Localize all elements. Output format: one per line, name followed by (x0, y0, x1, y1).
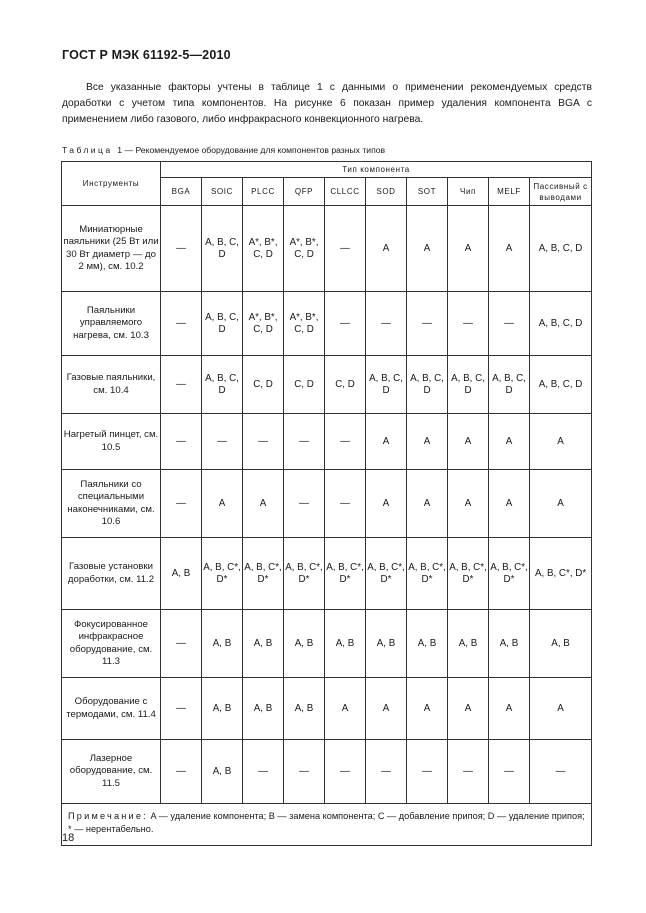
tool-name-cell: Газовые паяльники, см. 10.4 (62, 356, 161, 414)
table-cell: A (448, 414, 489, 470)
table-cell: — (161, 470, 202, 538)
table-row (62, 414, 592, 470)
table-cell: A, B, C*, D* (366, 538, 407, 610)
table-cell: A (407, 678, 448, 740)
table-cell: — (161, 356, 202, 414)
table-cell: — (325, 470, 366, 538)
table-cell: — (161, 414, 202, 470)
table-cell: A (366, 414, 407, 470)
table-cell: A (243, 470, 284, 538)
table-cell: A, B (202, 678, 243, 740)
table-cell: A (407, 206, 448, 292)
table-cell: A, B, C*, D* (325, 538, 366, 610)
table-cell: — (325, 740, 366, 804)
table-cell: A (366, 206, 407, 292)
table-cell: — (448, 292, 489, 356)
table-cell: A (530, 414, 592, 470)
table-cell: A, B, C*, D* (202, 538, 243, 610)
table-cell: A (366, 678, 407, 740)
table-cell: A, B (284, 610, 325, 678)
table-note (62, 804, 592, 846)
table-cell: A, B, C, D (530, 206, 592, 292)
table-row (62, 470, 592, 538)
table-cell: — (284, 414, 325, 470)
table-body (62, 206, 592, 846)
table-cell: A, B (161, 538, 202, 610)
table-cell: — (202, 414, 243, 470)
table-caption-text: — Рекомендуемое оборудование для компонентов разных типов (124, 145, 386, 155)
table-cell: A (530, 470, 592, 538)
table-cell: A (489, 678, 530, 740)
table-cell: A (448, 678, 489, 740)
column-header: PLCC (243, 178, 284, 206)
column-header: MELF (489, 178, 530, 206)
table-cell: A, B, C*, D* (243, 538, 284, 610)
table-cell: A (325, 678, 366, 740)
table-cell: — (161, 610, 202, 678)
table-row (62, 356, 592, 414)
table-cell: A, B (202, 740, 243, 804)
column-header: SOIC (202, 178, 243, 206)
document-header: ГОСТ Р МЭК 61192-5—2010 (62, 48, 231, 62)
tool-name-cell: Лазерное оборудование, см. 11.5 (62, 740, 161, 804)
table-cell: — (530, 740, 592, 804)
equipment-table (61, 161, 592, 846)
table-cell: A (407, 470, 448, 538)
table-cell: — (448, 740, 489, 804)
table-cell: A, B (243, 678, 284, 740)
table-cell: A (407, 414, 448, 470)
table-cell: — (161, 206, 202, 292)
table-cell: A, B, C, D (202, 292, 243, 356)
table-cell: — (161, 678, 202, 740)
table-cell: — (243, 740, 284, 804)
tool-name-cell: Миниатюрные паяльники (25 Вт или 30 Вт диаметр — до 2 мм), см. 10.2 (62, 206, 161, 292)
table-row (62, 740, 592, 804)
table-cell: A, B (243, 610, 284, 678)
table-cell: A (202, 470, 243, 538)
table-cell: A (489, 414, 530, 470)
table-row (62, 610, 592, 678)
table-cell: A (366, 470, 407, 538)
table-cell: A, B (366, 610, 407, 678)
column-header: Чип (448, 178, 489, 206)
note-text: A — удаление компонента; B — замена компонента; C — добавление припоя; D — удаление припоя; * — нерентабельно. (68, 811, 585, 834)
table-cell: A, B, C, D (448, 356, 489, 414)
table-cell: A (489, 206, 530, 292)
table-cell: A*, B*, C, D (284, 206, 325, 292)
table-cell: A (530, 678, 592, 740)
table-row (62, 292, 592, 356)
table-cell: A, B, C, D (489, 356, 530, 414)
table-cell: A, B (284, 678, 325, 740)
table-cell: — (366, 292, 407, 356)
table-cell: A (489, 470, 530, 538)
table-row (62, 678, 592, 740)
table-row (62, 206, 592, 292)
table-cell: A, B, C, D (530, 356, 592, 414)
column-header: Пассивный с выводами (530, 178, 592, 206)
tool-name-cell: Фокусированное инфракрасное оборудование, см. 11.3 (62, 610, 161, 678)
tool-name-cell: Паяльники управляемого нагрева, см. 10.3 (62, 292, 161, 356)
table-cell: — (407, 292, 448, 356)
table-cell: — (325, 414, 366, 470)
table-cell: A (448, 206, 489, 292)
table-cell: — (161, 292, 202, 356)
table-cell: A (448, 470, 489, 538)
table-cell: A, B, C*, D* (489, 538, 530, 610)
table-cell: A, B, C, D (202, 206, 243, 292)
table-cell: — (325, 206, 366, 292)
intro-paragraph: Все указанные факторы учтены в таблице 1 с данными о применении рекомендуемых средств доработки с учетом типа компонентов. На рисунке 6 показан пример удаления компонента BGA с применением либо газового, либо инфракрасного конвекционного нагрева. (62, 82, 592, 125)
table-cell: A, B (448, 610, 489, 678)
column-header: QFP (284, 178, 325, 206)
table-cell: A, B (325, 610, 366, 678)
table-cell: — (407, 740, 448, 804)
table-cell: — (325, 292, 366, 356)
component-type-header: Тип компонента (161, 162, 592, 178)
table-cell: — (284, 740, 325, 804)
table-cell: C, D (325, 356, 366, 414)
table-cell: A, B (202, 610, 243, 678)
table-cell: — (366, 740, 407, 804)
table-cell: A, B, C*, D* (448, 538, 489, 610)
column-header: SOT (407, 178, 448, 206)
tools-header: Инструменты (62, 162, 161, 206)
table-cell: A, B, C, D (407, 356, 448, 414)
table-caption (62, 145, 385, 155)
column-header: SOD (366, 178, 407, 206)
table-cell: A, B, C*, D* (284, 538, 325, 610)
table-cell: A, B (530, 610, 592, 678)
page-number: 18 (62, 832, 75, 844)
tool-name-cell: Газовые установки доработки, см. 11.2 (62, 538, 161, 610)
table-row (62, 538, 592, 610)
table-cell: — (243, 414, 284, 470)
table-note-row (62, 804, 592, 846)
tool-name-cell: Нагретый пинцет, см. 10.5 (62, 414, 161, 470)
tool-name-cell: Паяльники со специальными наконечниками, см. 10.6 (62, 470, 161, 538)
table-cell: — (489, 292, 530, 356)
tool-name-cell: Оборудование с термодами, см. 11.4 (62, 678, 161, 740)
table-caption-label: Таблица 1 (62, 145, 125, 155)
note-label: Примечание: (68, 811, 148, 821)
column-header: CLLCC (325, 178, 366, 206)
table-cell: A*, B*, C, D (243, 292, 284, 356)
table-cell: — (489, 740, 530, 804)
table-cell: — (284, 470, 325, 538)
column-header: BGA (161, 178, 202, 206)
table-cell: A, B, C, D (366, 356, 407, 414)
table-cell: A, B (407, 610, 448, 678)
table-cell: A, B, C*, D* (407, 538, 448, 610)
table-cell: A*, B*, C, D (284, 292, 325, 356)
table-cell: A, B, C, D (202, 356, 243, 414)
table-cell: A*, B*, C, D (243, 206, 284, 292)
table-cell: C, D (284, 356, 325, 414)
table-cell: — (161, 740, 202, 804)
table-cell: A, B, C, D (530, 292, 592, 356)
table-cell: A, B, C*, D* (530, 538, 592, 610)
table-cell: A, B (489, 610, 530, 678)
table-cell: C, D (243, 356, 284, 414)
